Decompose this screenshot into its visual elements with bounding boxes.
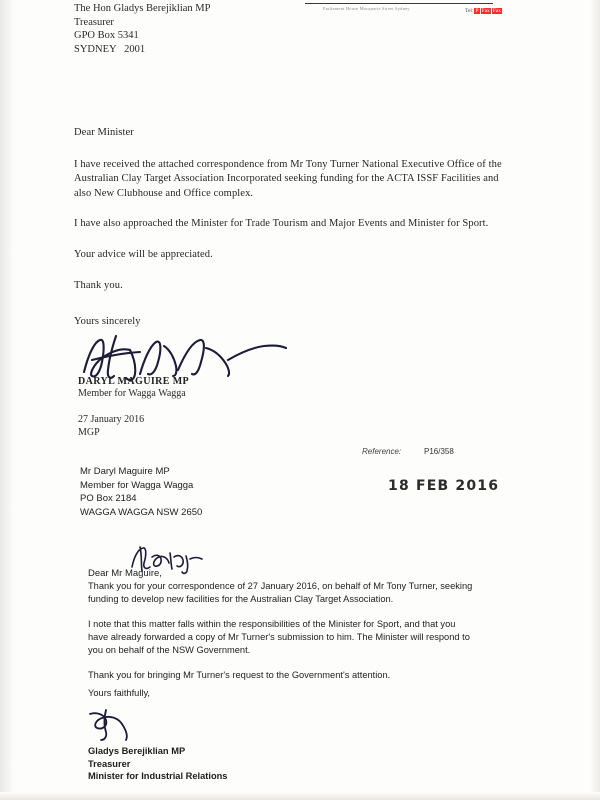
top-letter-initials: MGP <box>78 427 100 438</box>
reply-recipient-line-3: PO Box 2184 <box>80 493 137 504</box>
top-letter-date: 27 January 2016 <box>78 414 145 425</box>
top-letter-recipient-line-4: SYDNEY 2001 <box>74 43 146 55</box>
redaction-highlight-1: P <box>475 8 479 14</box>
reply-paragraph-1: Thank you for your correspondence of 27 January 2016, on behalf of Mr Tony Turner, seeking funding to develop new facilities for the Australian Clay Target Association. <box>88 581 473 604</box>
reply-reference-label: Reference: <box>362 447 402 456</box>
top-letter-closing: Yours sincerely <box>74 315 141 327</box>
top-letter-salutation: Dear Minister <box>74 127 134 138</box>
reply-salutation: Dear Mr Maguire, <box>88 568 162 579</box>
top-letter-paragraph-1: I have received the attached correspondence from Mr Tony Turner National Executive Office of the Australian Clay Target Association Incorporated seeking funding for the ACTA ISSF Facilities and also New Clubhouse and Office complex. <box>74 158 502 199</box>
top-letter-paragraph-3: Your advice will be appreciated. <box>74 248 213 260</box>
reply-recipient-line-1: Mr Daryl Maguire MP <box>80 466 170 477</box>
reply-recipient-line-2: Member for Wagga Wagga <box>80 479 194 491</box>
top-letter-signature-role: Member for Wagga Wagga <box>78 388 186 399</box>
reply-signatory-title-2: Minister for Industrial Relations <box>88 771 228 781</box>
reply-body <box>88 580 478 694</box>
reply-reference-value: P16/358 <box>424 447 454 456</box>
reply-paragraph-3: Thank you for bringing Mr Turner's request to the Government's attention. <box>88 670 391 680</box>
top-letter-paragraph-2: I have also approached the Minister for Trade Tourism and Major Events and Minister for Sport. <box>74 218 489 229</box>
top-letter-recipient-line-2: Treasurer <box>74 16 114 28</box>
letterhead-address-text: Parliament House Macquarie Street Sydney <box>323 6 410 11</box>
reply-recipient-block <box>80 465 202 519</box>
top-letter-recipient-line-1: The Hon Gladys Berejiklian MP <box>74 3 211 14</box>
reply-recipient-line-4: WAGGA WAGGA NSW 2650 <box>80 506 203 518</box>
reply-closing: Yours faithfully, <box>88 688 151 698</box>
reply-signatory-block <box>88 745 227 783</box>
signature-gladys-berejiklian <box>82 706 162 744</box>
date-received-stamp: 18 FEB 2016 <box>388 478 500 494</box>
top-letter-paragraph-4: Thank you. <box>74 280 123 291</box>
redaction-highlight-3: Fax <box>492 8 502 14</box>
reply-signatory-name: Gladys Berejiklian MP <box>88 746 186 756</box>
tel-label: Tel: <box>465 8 474 14</box>
top-letter-signature-name: DARYL MAGUIRE MP <box>78 376 190 387</box>
reply-signatory-title-1: Treasurer <box>88 758 131 769</box>
redaction-highlight-2: Fax <box>481 8 490 14</box>
top-letter-recipient-line-3: GPO Box 5341 <box>74 30 139 41</box>
reply-paragraph-2: I note that this matter falls within the responsibilities of the Minister for Sport, and that you have already forwarded a copy of Mr Turner's submission to him. The Minister will respond to you on behalf of the NSW Government. <box>88 619 470 655</box>
